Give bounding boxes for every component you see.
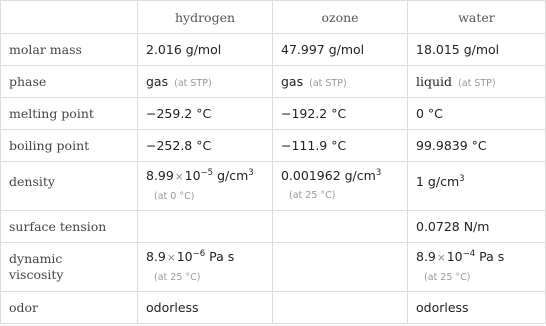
cell-hydrogen-surface-tension [138, 211, 273, 243]
condition-note: (at STP) [174, 78, 212, 89]
cell-ozone-molar-mass: 47.997 g/mol [273, 34, 408, 66]
cell-ozone-density: 0.001962 $g/cm^3$ (at 25 °C) [273, 162, 408, 211]
phase-value: liquid [416, 74, 453, 89]
cell-hydrogen-melting-point: −259.2 °C [138, 98, 273, 130]
phase-value: gas [281, 74, 304, 89]
cell-water-surface-tension: 0.0728 N/m [408, 211, 546, 243]
cell-hydrogen-boiling-point: −252.8 °C [138, 130, 273, 162]
row-odor [1, 292, 546, 324]
cell-water-odor: odorless [408, 292, 546, 324]
row-phase [1, 66, 546, 98]
cell-hydrogen-phase [138, 66, 273, 98]
row-label: odor [1, 292, 138, 324]
row-label: dynamic viscosity [1, 243, 138, 292]
row-label: boiling point [1, 130, 138, 162]
cell-hydrogen-odor: odorless [138, 292, 273, 324]
column-header-hydrogen: hydrogen [138, 1, 273, 34]
corner-cell [1, 1, 138, 34]
cell-hydrogen-density: $8.99\times 10^{-5}$ $g/cm^3$ (at 0 °C) [138, 162, 273, 211]
cell-ozone-odor [273, 292, 408, 324]
row-dynamic-viscosity [1, 243, 546, 292]
cell-ozone-dynamic-viscosity [273, 243, 408, 292]
cell-ozone-melting-point: −192.2 °C [273, 98, 408, 130]
cell-ozone-surface-tension [273, 211, 408, 243]
condition-note: (at STP) [458, 78, 496, 89]
condition-note: (at 0 °C) [154, 190, 195, 202]
cell-ozone-phase [273, 66, 408, 98]
cell-water-boiling-point: 99.9839 °C [408, 130, 546, 162]
condition-note: (at STP) [309, 78, 347, 89]
row-density [1, 162, 546, 211]
cell-water-density: 1 $g/cm^3$ [408, 162, 546, 211]
row-label: phase [1, 66, 138, 98]
header-row [1, 1, 546, 34]
row-label: molar mass [1, 34, 138, 66]
row-molar-mass [1, 34, 546, 66]
cell-hydrogen-molar-mass: 2.016 g/mol [138, 34, 273, 66]
cell-hydrogen-dynamic-viscosity: $8.9\times 10^{-6}$ Pa s (at 25 °C) [138, 243, 273, 292]
cell-ozone-boiling-point: −111.9 °C [273, 130, 408, 162]
phase-value: gas [146, 74, 169, 89]
cell-water-phase [408, 66, 546, 98]
cell-water-melting-point: 0 °C [408, 98, 546, 130]
row-surface-tension [1, 211, 546, 243]
row-boiling-point [1, 130, 546, 162]
cell-water-dynamic-viscosity: $8.9\times 10^{-4}$ Pa s (at 25 °C) [408, 243, 546, 292]
row-label: melting point [1, 98, 138, 130]
cell-water-molar-mass: 18.015 g/mol [408, 34, 546, 66]
condition-note: (at 25 °C) [424, 271, 471, 283]
column-header-water: water [408, 1, 546, 34]
condition-note: (at 25 °C) [154, 271, 201, 283]
row-label: density [1, 162, 138, 211]
row-label: surface tension [1, 211, 138, 243]
condition-note: (at 25 °C) [289, 190, 336, 201]
column-header-ozone: ozone [273, 1, 408, 34]
row-melting-point [1, 98, 546, 130]
